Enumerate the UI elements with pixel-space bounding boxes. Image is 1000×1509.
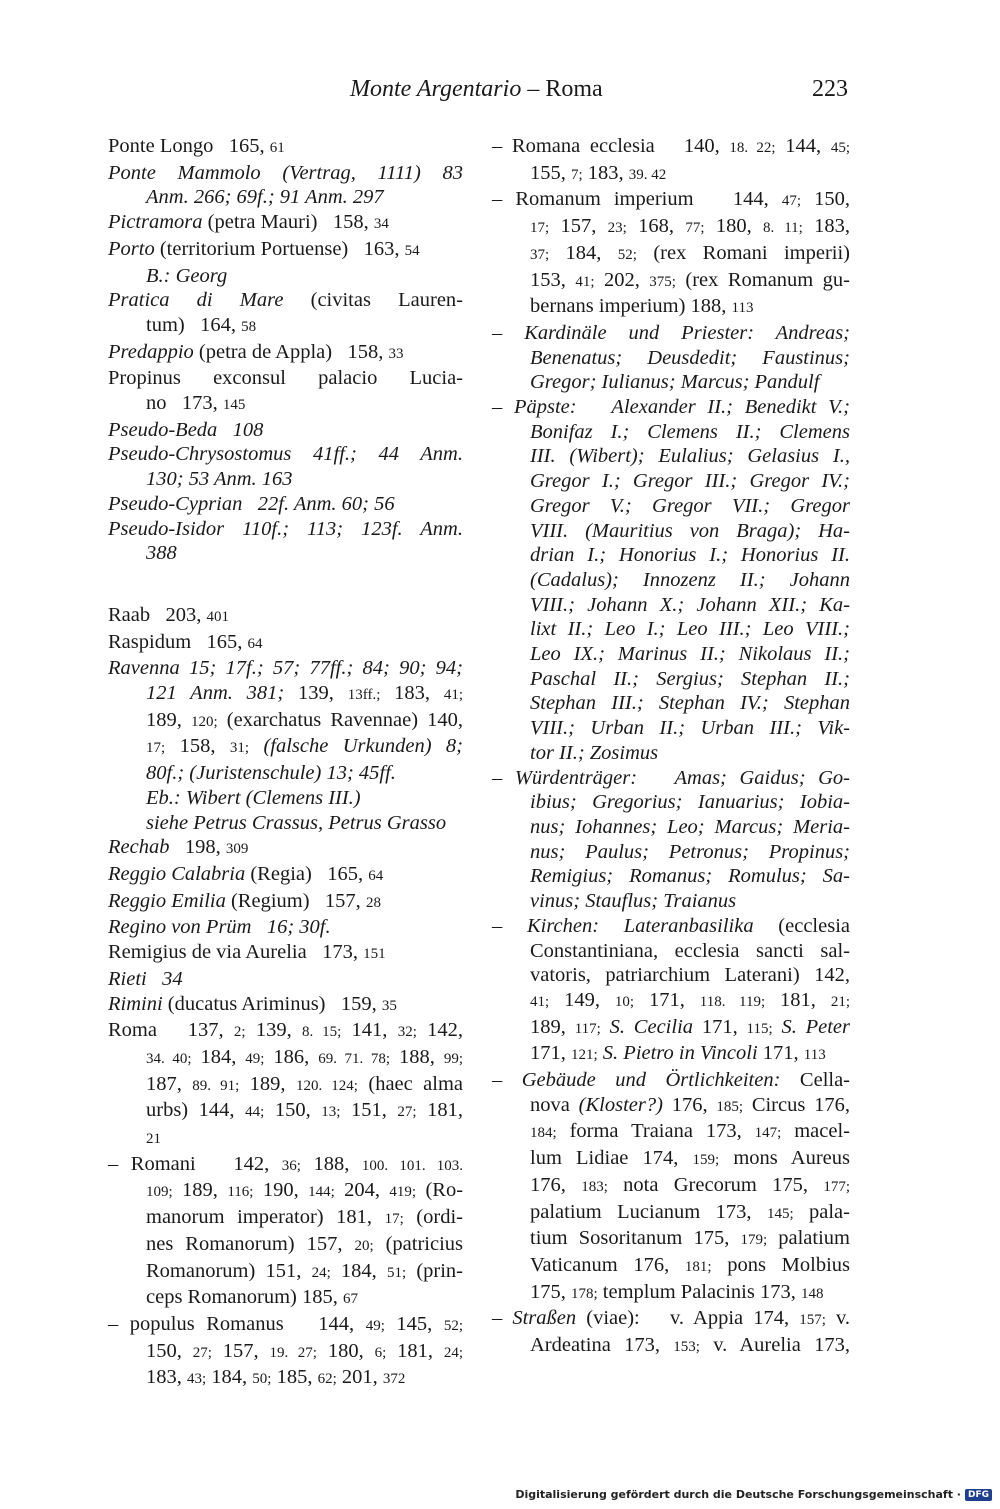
index-line: Paschal II.; Sergius; Stephan II.; (530, 667, 850, 690)
index-line: – Gebäude und Örtlichkeiten: Cella- (492, 1069, 851, 1092)
index-line: 21 (146, 1131, 161, 1148)
index-line: ibius; Gregorius; Ianuarius; Iobia- (530, 791, 850, 814)
index-line: – Romani 142, 36; 188, 100. 101. 103. (108, 1152, 463, 1175)
index-line: nus; Iohannes; Leo; Marcus; Meria- (530, 815, 850, 838)
index-column-right (492, 134, 850, 1360)
index-entry (108, 603, 463, 630)
index-line: Gregor V.; Gregor VII.; Gregor (530, 494, 850, 517)
index-line: Ravenna 15; 17f.; 57; 77ff.; 84; 90; 94; (108, 657, 463, 680)
title-rest: Roma (545, 76, 603, 102)
index-line: Gregor; Iulianus; Marcus; Pandulf (530, 371, 820, 394)
index-entry (108, 889, 463, 916)
index-line: Predappio (petra de Appla) 158, 33 (108, 340, 404, 363)
index-line: – Würdenträger: Amas; Gaidus; Go- (492, 766, 851, 789)
index-entry (492, 766, 850, 914)
index-line: Eb.: Wibert (Clemens III.) (146, 786, 361, 809)
index-line: Pseudo-Chrysostomus 41ff.; 44 Anm. (108, 443, 463, 466)
index-line: 150, 27; 157, 19. 27; 180, 6; 181, 24; (146, 1339, 464, 1362)
index-line: 175, 178; templum Palacinis 173, 148 (530, 1280, 824, 1303)
index-line: Pseudo-Beda 108 (108, 418, 264, 441)
index-line: drian I.; Honorius I.; Honorius II. (530, 544, 850, 567)
index-line: VIII.; Johann X.; Johann XII.; Ka- (530, 593, 850, 616)
running-header (0, 76, 1000, 106)
index-line: Raspidum 165, 64 (108, 630, 263, 653)
index-entry (108, 237, 463, 288)
index-line: ceps Romanorum) 185, 67 (146, 1286, 358, 1309)
index-line: Raab 203, 401 (108, 603, 229, 626)
index-line: Pseudo-Cyprian 22f. Anm. 60; 56 (108, 492, 395, 515)
index-line: B.: Georg (146, 264, 228, 287)
index-entry (108, 992, 463, 1019)
index-line: – Romanum imperium 144, 47; 150, (492, 188, 851, 211)
index-line: 41; 149, 10; 171, 118. 119; 181, 21; (530, 988, 851, 1011)
index-line: Ardeatina 173, 153; v. Aurelia 173, (530, 1334, 850, 1357)
index-entry (108, 340, 463, 367)
index-line: Leo IX.; Marinus II.; Nikolaus II.; (530, 643, 850, 666)
index-line: Rechab 198, 309 (108, 836, 249, 859)
index-entry (108, 288, 463, 339)
index-line: 153, 41; 202, 375; (rex Romanum gu- (530, 268, 851, 291)
page-title (350, 76, 603, 103)
title-italic: Monte Argentario (350, 76, 522, 102)
index-entry (108, 134, 463, 161)
index-line: Reggio Calabria (Regia) 165, 64 (108, 862, 384, 885)
index-entry (108, 967, 463, 992)
index-line: nova (Kloster?) 176, 185; Circus 176, (530, 1093, 850, 1116)
index-entry (492, 1306, 850, 1359)
index-line: Roma 137, 2; 139, 8. 15; 141, 32; 142, (108, 1019, 464, 1042)
index-line: manorum imperator) 181, 17; (ordi- (146, 1206, 463, 1229)
index-line: Vaticanum 176, 181; pons Molbius (530, 1253, 851, 1276)
index-line: – Straßen (viae): v. Appia 174, 157; v. (492, 1307, 851, 1330)
index-entry (108, 630, 463, 657)
page-number: 223 (812, 76, 848, 102)
index-line: 183, 43; 184, 50; 185, 62; 201, 372 (146, 1366, 406, 1389)
footer-credit (515, 1488, 992, 1501)
index-line: 17; 158, 31; (falsche Urkunden) 8; (146, 735, 464, 758)
index-line: Porto (territorium Portuense) 163, 54 (108, 237, 420, 260)
index-line: vatoris, patriarchium Laterani) 142, (530, 964, 850, 987)
index-entry (108, 940, 463, 967)
index-line: Anm. 266; 69f.; 91 Anm. 297 (146, 186, 384, 209)
index-entry (108, 442, 463, 491)
index-line: 80f.; (Juristenschule) 13; 45ff. (146, 762, 396, 785)
index-entry (108, 915, 463, 940)
index-line: 184; forma Traiana 173, 147; macel- (530, 1120, 851, 1143)
index-line: – Romana ecclesia 140, 18. 22; 144, 45; (492, 135, 851, 157)
index-line: lixt II.; Leo I.; Leo III.; Leo VIII.; (530, 618, 850, 641)
index-line: Rimini (ducatus Ariminus) 159, 35 (108, 992, 397, 1015)
index-line: 130; 53 Anm. 163 (146, 468, 293, 491)
index-line: Pictramora (petra Mauri) 158, 34 (108, 211, 389, 234)
index-line: tum) 164, 58 (146, 313, 257, 336)
index-line: no 173, 145 (146, 392, 246, 415)
index-line: 34. 40; 184, 49; 186, 69. 71. 78; 188, 99; (146, 1045, 464, 1068)
index-line: vinus; Stauflus; Traianus (530, 890, 737, 913)
index-entry (492, 1068, 850, 1306)
index-line: Regino von Prüm 16; 30f. (108, 916, 331, 939)
index-line: Ponte Longo 165, 61 (108, 135, 285, 157)
index-line: – Kirchen: Lateranbasilika (ecclesia (492, 914, 850, 937)
index-line: lum Lidiae 174, 159; mons Aureus (530, 1147, 850, 1170)
index-line: (Cadalus); Innozenz II.; Johann (530, 568, 850, 591)
index-line: Remigius; Romanus; Romulus; Sa- (530, 865, 850, 888)
index-entry (108, 656, 463, 835)
index-line: Rieti 34 (108, 967, 183, 990)
index-line: – Kardinäle und Priester: Andreas; (492, 321, 851, 344)
index-line: Pseudo-Isidor 110f.; 113; 123f. Anm. (108, 517, 463, 540)
index-line: Gregor I.; Gregor III.; Gregor IV.; (530, 470, 850, 493)
dfg-logo-icon: DFG (965, 1489, 992, 1501)
index-entry (108, 210, 463, 237)
index-line: 109; 189, 116; 190, 144; 204, 419; (Ro- (146, 1179, 464, 1202)
index-line: VIII.; Urban II.; Urban III.; Vik- (530, 717, 850, 740)
index-line: VIII. (Mauritius von Braga); Ha- (530, 519, 850, 542)
index-line: – Päpste: Alexander II.; Benedikt V.; (492, 396, 851, 419)
index-line: nus; Paulus; Petronus; Propinus; (530, 840, 850, 863)
index-entry (108, 492, 463, 517)
index-entry (492, 395, 850, 766)
index-line: siehe Petrus Crassus, Petrus Grasso (146, 811, 447, 834)
index-line: Benenatus; Deusdedit; Faustinus; (530, 346, 850, 369)
index-line: 155, 7; 183, 39. 42 (530, 161, 667, 184)
index-entry (108, 862, 463, 889)
index-line: Propinus exconsul palacio Lucia- (108, 367, 463, 390)
index-line: Bonifaz I.; Clemens II.; Clemens (530, 420, 850, 443)
index-line: nes Romanorum) 157, 20; (patricius (146, 1232, 463, 1255)
index-line: Constantiniana, ecclesia sancti sal- (530, 939, 850, 962)
index-entry (492, 321, 850, 395)
index-line: 189, 120; (exarchatus Ravennae) 140, (146, 708, 464, 731)
index-line: bernans imperium) 188, 113 (530, 295, 754, 318)
index-entry (108, 1312, 463, 1392)
index-line: 189, 117; S. Cecilia 171, 115; S. Peter (530, 1015, 851, 1038)
index-line: 388 (146, 542, 177, 565)
index-line: 17; 157, 23; 168, 77; 180, 8. 11; 183, (530, 215, 850, 238)
index-line: urbs) 144, 44; 150, 13; 151, 27; 181, (146, 1099, 464, 1122)
index-line: Stephan III.; Stephan IV.; Stephan (530, 692, 850, 715)
index-entry (108, 517, 463, 566)
index-entry (108, 835, 463, 862)
index-line: tium Sosoritanum 175, 179; palatium (530, 1227, 850, 1250)
index-line: – populus Romanus 144, 49; 145, 52; (108, 1312, 464, 1335)
index-entry (492, 187, 850, 321)
index-line: Romanorum) 151, 24; 184, 51; (prin- (146, 1259, 463, 1282)
index-line: Remigius de via Aurelia 173, 151 (108, 941, 386, 964)
index-line: Reggio Emilia (Regium) 157, 28 (108, 889, 381, 912)
footer-text: Digitalisierung gefördert durch die Deutsche Forschungsgemeinschaft · (515, 1488, 961, 1501)
index-line: III. (Wibert); Eulalius; Gelasius I., (530, 445, 850, 468)
index-line: tor II.; Zosimus (530, 741, 659, 764)
index-line: Ponte Mammolo (Vertrag, 1111) 83 (108, 161, 463, 184)
index-entry (108, 1152, 463, 1312)
title-separator: – (521, 76, 546, 102)
index-column-left (108, 134, 463, 1392)
index-entry (492, 914, 850, 1068)
index-entry (108, 161, 463, 210)
index-line: 187, 89. 91; 189, 120. 124; (haec alma (146, 1072, 464, 1095)
index-entry (108, 418, 463, 443)
index-entry (108, 1018, 463, 1152)
index-entry (492, 134, 850, 187)
index-line: 37; 184, 52; (rex Romani imperii) (530, 241, 850, 264)
index-line: Pratica di Mare (civitas Lauren- (108, 289, 464, 312)
index-line: 121 Anm. 381; 139, 13ff.; 183, 41; (146, 682, 463, 705)
index-line: 171, 121; S. Pietro in Vincoli 171, 113 (530, 1042, 826, 1065)
index-line: 176, 183; nota Grecorum 175, 177; (530, 1173, 851, 1196)
index-entry (108, 366, 463, 417)
index-line: palatium Lucianum 173, 145; pala- (530, 1200, 850, 1223)
